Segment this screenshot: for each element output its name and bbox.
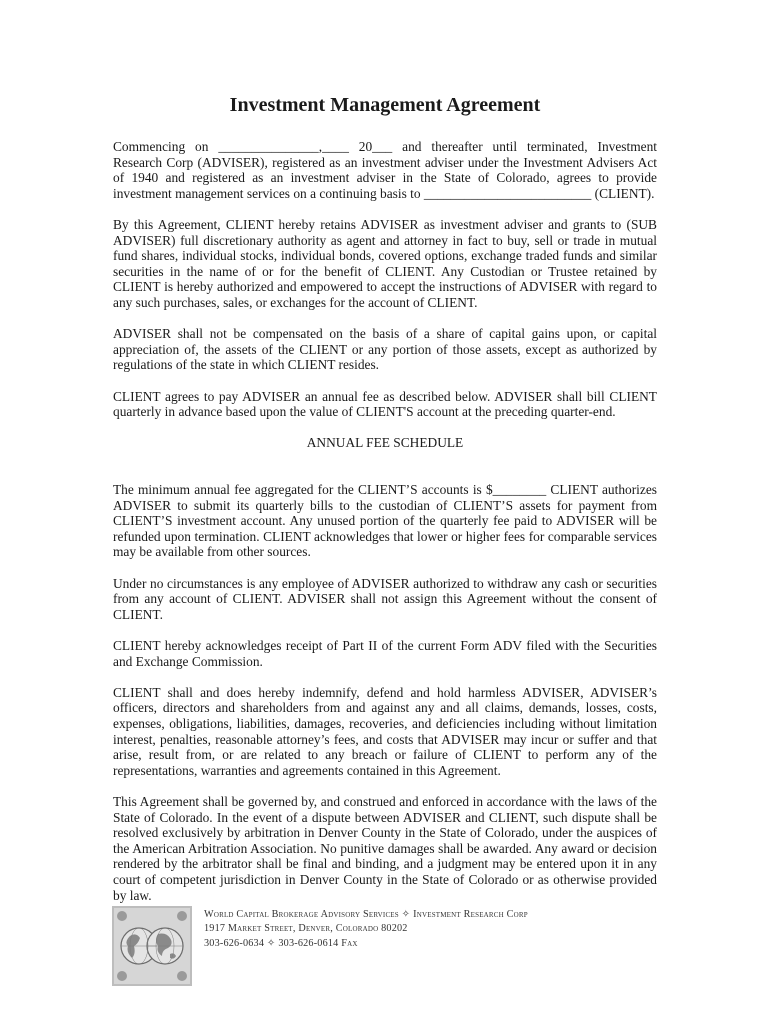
paragraph-governing-law: This Agreement shall be governed by, and construed and enforced in accordance with the laws of the State of Colorado. In the event of a dispute between ADVISER and CLIENT, such dispute shall be resolved exclusively by arbitration in Denver County in the State of Colorado, under the auspices of the American Arbitration Association. No punitive damages shall be awarded. Any award or decision rendered by the arbitrator shall be final and binding, and a judgment may be entered upon it in any court of competent jurisdiction in Denver County in the State of Colorado or as otherwise provided by law.: [113, 793, 657, 903]
paragraph-fee-billing: CLIENT agrees to pay ADVISER an annual fee as described below. ADVISER shall bill CLIENT quarterly in advance based upon the value of CLIENT'S account at the preceding quarter-end.: [113, 388, 657, 420]
world-map-icon: [112, 906, 192, 986]
document-title: Investment Management Agreement: [229, 94, 541, 116]
agreement-body: [113, 139, 657, 919]
company-address: [204, 908, 528, 951]
paragraph-commencement: Commencing on _______________,____ 20___ and thereafter until terminated, Investment Research Corp (ADVISER), registered as an investment adviser under the Investment Advisers Act of 1940 and registered as an investment adviser in the State of Colorado, agrees to provide investment management services on a continuing basis to _________________________ (CLIENT).: [113, 139, 657, 201]
letterhead-footer: [112, 906, 672, 988]
street-address: 1917 Market Street, Denver, Colorado 80202: [204, 923, 408, 935]
phone-fax: 303-626-0634 ✧ 303-626-0614 Fax: [204, 937, 358, 949]
company-names: World Capital Brokerage Advisory Services ✧ Investment Research Corp: [204, 909, 528, 920]
paragraph-authority: By this Agreement, CLIENT hereby retains ADVISER as investment adviser and grants to (SUB ADVISER) full discretionary authority as agent and attorney in fact to buy, sell or trade in mutual fund shares, individual stocks, individual bonds, covered options, exchange traded funds and similar securities in the name of or for the benefit of CLIENT. Any Custodian or Trustee retained by CLIENT is hereby authorized and empowered to accept the instructions of ADVISER with regard to any such purchases, sales, or exchanges for the account of CLIENT.: [113, 216, 657, 310]
paragraph-form-adv: CLIENT hereby acknowledges receipt of Part II of the current Form ADV filed with the Securities and Exchange Commission.: [113, 638, 657, 669]
fee-schedule-heading: ANNUAL FEE SCHEDULE: [306, 435, 464, 451]
paragraph-withdrawal: Under no circumstances is any employee of ADVISER authorized to withdraw any cash or securities from any account of CLIENT. ADVISER shall not assign this Agreement without the consent of CLIENT.: [113, 575, 657, 622]
paragraph-indemnify: CLIENT shall and does hereby indemnify, defend and hold harmless ADVISER, ADVISER’s officers, directors and shareholders from and against any and all claims, demands, losses, costs, expenses, obligations, liabilities, damages, recoveries, and deficiencies including without limitation interest, penalties, reasonable attorney’s fees, and costs that ADVISER may incur or suffer and that arise, result from, or are related to any breach or failure of CLIENT to perform any of the representations, warranties and agreements contained in this Agreement.: [113, 684, 657, 778]
paragraph-compensation: ADVISER shall not be compensated on the basis of a share of capital gains upon, or capital appreciation of, the assets of the CLIENT or any portion of those assets, except as authorized by regulations of the state in which CLIENT resides.: [113, 326, 657, 373]
paragraph-minimum-fee: The minimum annual fee aggregated for the CLIENT’S accounts is $________ CLIENT authorizes ADVISER to submit its quarterly bills to the custodian of CLIENT’S assets for payment from CLIENT’S investment account. Any unused portion of the quarterly fee paid to ADVISER will be refunded upon termination. CLIENT acknowledges that lower or higher fees for comparable services may be available from other sources.: [113, 482, 657, 560]
